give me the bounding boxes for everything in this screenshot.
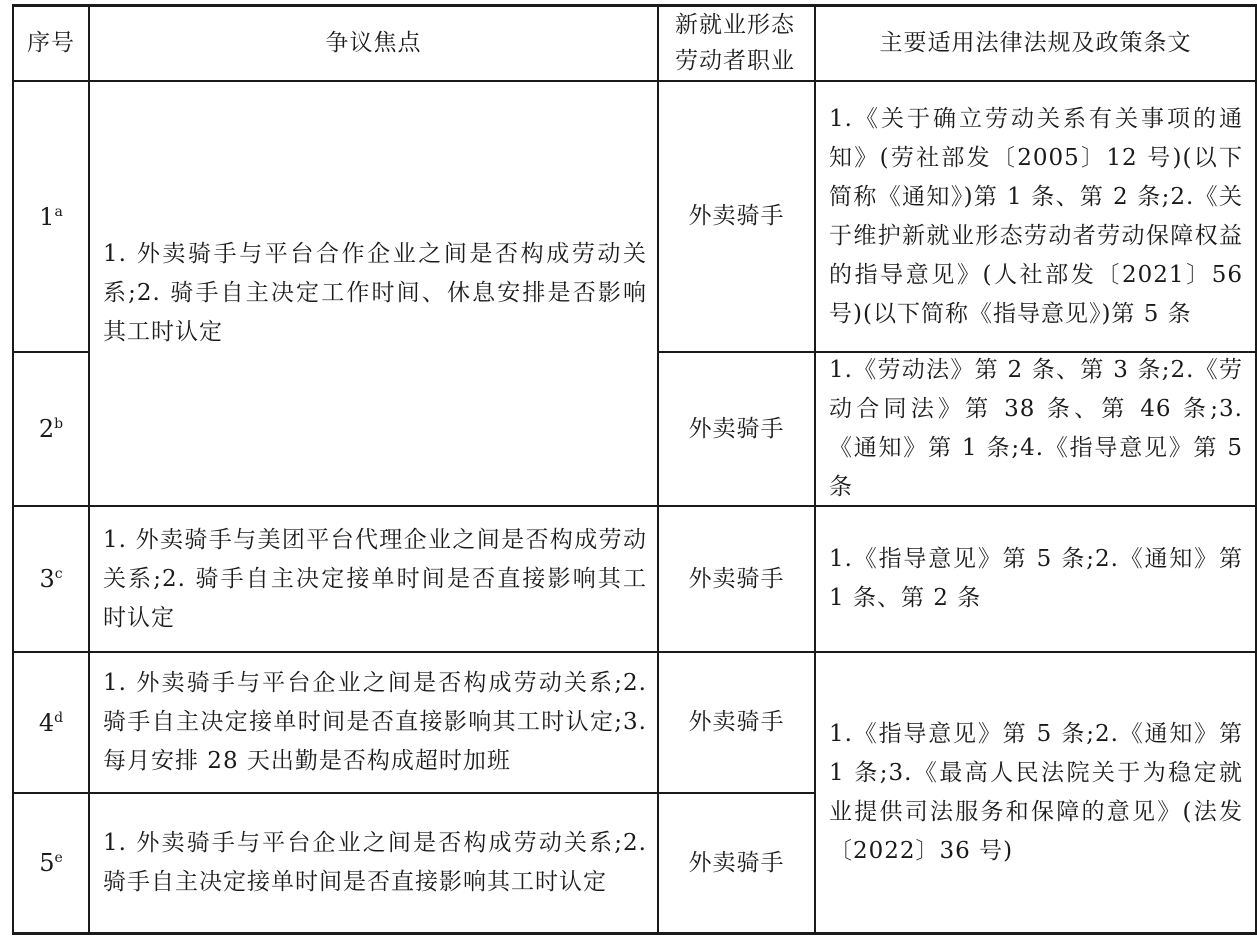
row3-seq-cell <box>14 507 88 651</box>
rows1-2-focus: 1. 外卖骑手与平台合作企业之间是否构成劳动关系;2. 骑手自主决定工作时间、休息安排是否影响其工时认定 <box>103 241 647 345</box>
header-occupation-cell <box>670 6 800 80</box>
header-occupation: 新就业形态劳动者职业 <box>675 12 795 74</box>
row5-seq: 5e <box>39 849 63 877</box>
bottom-border <box>12 932 1257 935</box>
rows4-5-laws-cell <box>829 653 1243 932</box>
row3-focus: 1. 外卖骑手与美团平台代理企业之间是否构成劳动关系;2. 骑手自主决定接单时间是否直接影响其工时认定 <box>103 526 647 631</box>
row1-seq: 1$^a$ <box>39 202 63 231</box>
row5-focus-cell <box>103 794 647 932</box>
row5-focus: 1. 外卖骑手与平台企业之间是否构成劳动关系;2. 骑手自主决定接单时间是否直接影响其工时认定 <box>103 830 647 895</box>
header-focus-cell <box>90 6 657 80</box>
col3-divider <box>814 4 816 934</box>
row3-laws: 1.《指导意见》第 5 条;2.《通知》第 1 条、第 2 条 <box>829 546 1243 611</box>
row3-laws-cell <box>829 507 1243 651</box>
row4-occupation: 外卖骑手 <box>688 709 785 735</box>
row4-occupation-cell <box>659 653 814 792</box>
row2-seq: 2$^b$ <box>38 415 64 443</box>
row4-focus-cell <box>103 653 647 792</box>
header-laws-cell <box>816 6 1255 80</box>
row4-seq-cell <box>14 653 88 792</box>
rows4-5-laws: 1.《指导意见》第 5 条;2.《通知》第 1 条;3.《最高人民法院关于为稳定就业提供司法服务和保障的意见》(法发〔2022〕36 号) <box>829 720 1243 864</box>
header-focus: 争议焦点 <box>325 30 422 56</box>
row5-occupation-cell <box>659 794 814 932</box>
row1-occupation-cell <box>659 82 814 351</box>
row3-seq: 3$^c$ <box>39 565 63 593</box>
row4-focus: 1. 外卖骑手与平台企业之间是否构成劳动关系;2. 骑手自主决定接单时间是否直接影响其工时认定;3. 每月安排 28 天出勤是否构成超时加班 <box>103 670 647 774</box>
row5-seq-cell <box>14 794 88 932</box>
rows1-2-focus-cell <box>103 82 647 505</box>
header-seq-cell <box>14 6 88 80</box>
row3-focus-cell <box>103 507 647 651</box>
header-seq: 序号 <box>27 30 75 56</box>
row2-seq-cell <box>14 353 88 505</box>
row5-occupation: 外卖骑手 <box>688 849 785 876</box>
row1-occupation: 外卖骑手 <box>688 203 785 229</box>
row2-laws-cell <box>829 353 1243 505</box>
right-border <box>1255 4 1257 934</box>
row1-laws-cell <box>829 82 1243 351</box>
row2-occupation-cell <box>659 353 814 505</box>
row3-occupation: 外卖骑手 <box>688 565 785 592</box>
header-laws: 主要适用法律法规及政策条文 <box>879 30 1192 56</box>
row4-seq: 4$^d$ <box>38 708 64 737</box>
row1-laws: 1.《关于确立劳动关系有关事项的通知》(劳社部发〔2005〕12 号)(以下简称《通知》)第 1 条、第 2 条;2.《关于维护新就业形态劳动者劳动保障权益的指导意见》(人社部发〔2021〕56 号)(以下简称《指导意见》)第 5 条 <box>829 105 1243 327</box>
col1-divider <box>88 4 90 934</box>
row2-occupation: 外卖骑手 <box>688 415 785 442</box>
row2-laws: 1.《劳动法》第 2 条、第 3 条;2.《劳动合同法》第 38 条、第 46 条;3.《通知》第 1 条;4.《指导意见》第 5 条 <box>829 357 1243 500</box>
row1-seq-cell <box>14 82 88 351</box>
row3-occupation-cell <box>659 507 814 651</box>
